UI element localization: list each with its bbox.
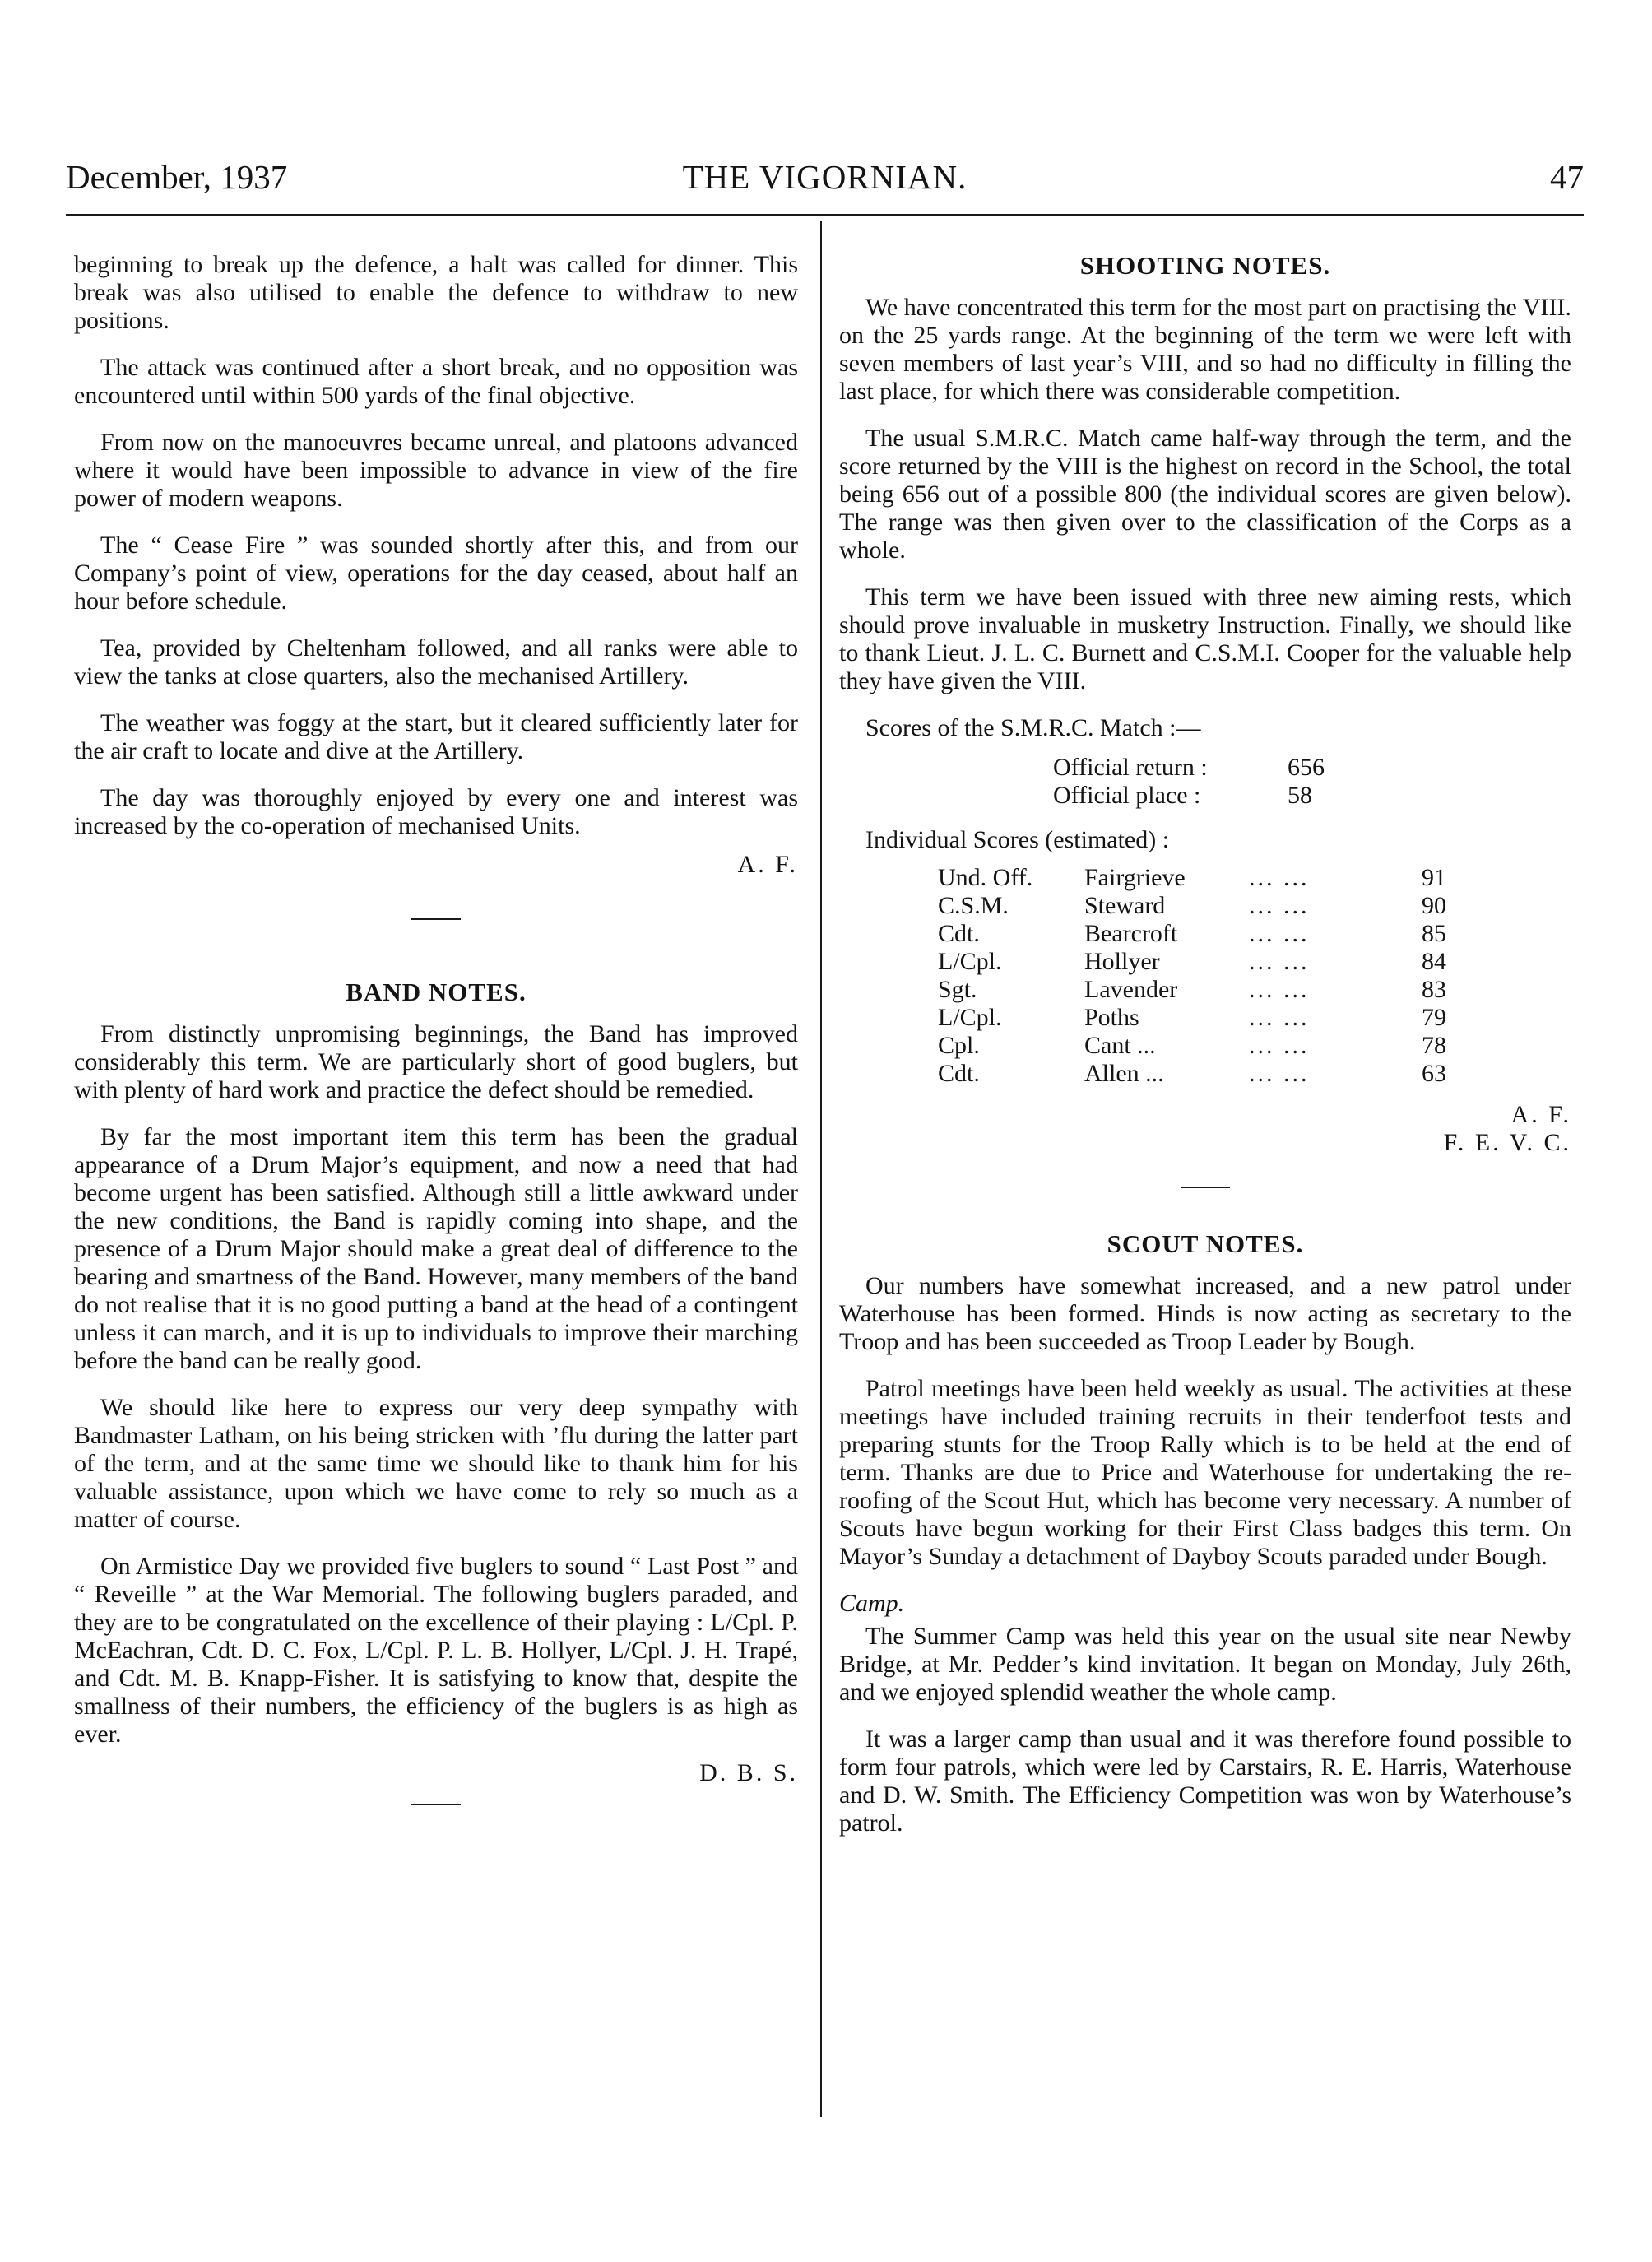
section-separator <box>1181 1187 1230 1188</box>
table-row <box>938 976 1487 1004</box>
band-notes-heading: BAND NOTES. <box>346 978 527 1006</box>
table-row <box>938 892 1487 920</box>
score-dots: ... ... <box>1249 864 1310 891</box>
score-score: 78 <box>1422 1032 1446 1059</box>
score-name: Lavender <box>1084 976 1178 1003</box>
score-name: Steward <box>1084 892 1166 919</box>
scout-notes-heading: SCOUT NOTES. <box>1107 1229 1304 1258</box>
table-row <box>938 1004 1487 1032</box>
official-row <box>1053 754 1571 782</box>
score-name: Allen ... <box>1084 1060 1164 1087</box>
section-separator <box>411 1804 461 1805</box>
paragraph: From distinctly unpromising beginnings, the Band has improved considerably this term. We are particularly short of good buglers, but with plenty of hard work and practice the defect should be remedied. <box>74 1020 798 1103</box>
score-rank: Cdt. <box>938 1060 980 1087</box>
header-title: THE VIGORNIAN. <box>682 158 968 196</box>
shooting-notes-heading: SHOOTING NOTES. <box>1079 251 1331 280</box>
official-label: Official place : <box>1053 782 1201 809</box>
section-separator <box>411 918 461 920</box>
paragraph: The weather was foggy at the start, but it cleared sufficiently later for the air craft to locate and dive at the Artillery. <box>74 709 798 764</box>
paragraph: Patrol meetings have been held weekly as usual. The activities at these meetings have included training recruits in their tenderfoot tests and preparing stunts for the Troop Rally which is to be held at the end of term. Thanks are due to Price and Waterhouse for undertaking the re-roofing of the Scout Hut, which has become very necessary. A number of Scouts have begun working for their First Class badges this term. On Mayor’s Sunday a detachment of Dayboy Scouts paraded under Bough. <box>839 1375 1571 1570</box>
page-number: 47 <box>1550 158 1584 196</box>
paragraph: The “ Cease Fire ” was sounded shortly after this, and from our Company’s point of view, operations for the day ceased, about half an hour before schedule. <box>74 532 798 615</box>
score-rank: Cpl. <box>938 1032 980 1059</box>
score-dots: ... ... <box>1249 948 1310 975</box>
score-dots: ... ... <box>1249 892 1310 919</box>
paragraph: From now on the manoeuvres became unreal, and platoons advanced where it would have been impossible to advance in view of the fire power of modern weapons. <box>74 429 798 512</box>
header-date: December, 1937 <box>66 158 288 196</box>
signature: F. E. V. C. <box>1443 1129 1571 1156</box>
paragraph: The attack was continued after a short break, and no opposition was encountered until within 500 yards of the final objective. <box>74 354 798 409</box>
paragraph: beginning to break up the defence, a halt was called for dinner. This break was also utilised to enable the defence to withdraw to new positions. <box>74 251 798 334</box>
score-score: 63 <box>1422 1060 1446 1087</box>
official-value: 656 <box>1288 754 1325 781</box>
score-score: 90 <box>1422 892 1446 919</box>
score-dots: ... ... <box>1249 1004 1310 1031</box>
score-rank: C.S.M. <box>938 892 1009 919</box>
running-header <box>66 152 1584 202</box>
score-rank: Cdt. <box>938 920 980 947</box>
paragraph: The Summer Camp was held this year on the usual site near Newby Bridge, at Mr. Pedder’s kind invitation. It began on Monday, July 26th, and we enjoyed splendid weather the whole camp. <box>839 1623 1571 1706</box>
score-dots: ... ... <box>1249 976 1310 1003</box>
table-row <box>938 948 1487 976</box>
score-rank: Und. Off. <box>938 864 1033 891</box>
score-score: 84 <box>1422 948 1446 975</box>
table-row <box>938 1060 1487 1088</box>
individual-scores-heading: Individual Scores (estimated) : <box>865 826 1170 853</box>
paragraph: It was a larger camp than usual and it was therefore found possible to form four patrols, which were led by Carstairs, R. E. Harris, Waterhouse and D. W. Smith. The Efficiency Competition was won by Waterhouse’s patrol. <box>839 1726 1571 1837</box>
score-dots: ... ... <box>1249 1060 1310 1087</box>
individual-scores-table <box>938 864 1487 1088</box>
score-dots: ... ... <box>1249 920 1310 947</box>
score-name: Bearcroft <box>1084 920 1178 947</box>
score-rank: L/Cpl. <box>938 1004 1002 1031</box>
official-value: 58 <box>1288 782 1312 809</box>
score-dots: ... ... <box>1249 1032 1310 1059</box>
score-score: 91 <box>1422 864 1446 891</box>
header-rule <box>66 214 1584 216</box>
paragraph: The usual S.M.R.C. Match came half-way through the term, and the score returned by the VIII is the highest on record in the School, the total being 656 out of a possible 800 (the individual scores are given below). The range was then given over to the classification of the Corps as a whole. <box>839 425 1571 564</box>
paragraph: We have concentrated this term for the most part on practising the VIII. on the 25 yards range. At the beginning of the term we were left with seven members of last year’s VIII, and so had no difficulty in filling the last place, for which there was considerable competition. <box>839 294 1571 405</box>
camp-subheading: Camp. <box>839 1590 905 1617</box>
score-name: Hollyer <box>1084 948 1160 975</box>
paragraph: The day was thoroughly enjoyed by every one and interest was increased by the co-operation of mechanised Units. <box>74 784 798 839</box>
signature: A. F. <box>1510 1101 1571 1128</box>
score-score: 79 <box>1422 1004 1446 1031</box>
table-row <box>938 864 1487 892</box>
signature: D. B. S. <box>699 1759 798 1786</box>
table-row <box>938 1032 1487 1060</box>
right-column <box>839 251 1571 1856</box>
paragraph: By far the most important item this term has been the gradual appearance of a Drum Major’s equipment, and now a need that had become urgent has been satisfied. Although still a little awkward under the new conditions, the Band is rapidly coming into shape, and the presence of a Drum Major should make a great deal of difference to the bearing and smartness of the Band. However, many members of the band do not realise that it is no good putting a band at the head of a contingent unless it can march, and it is up to individuals to improve their marching before the band can be really good. <box>74 1123 798 1374</box>
table-row <box>938 920 1487 948</box>
official-scores <box>1053 754 1571 810</box>
score-score: 83 <box>1422 976 1446 1003</box>
score-name: Fairgrieve <box>1084 864 1186 891</box>
score-score: 85 <box>1422 920 1446 947</box>
score-name: Poths <box>1084 1004 1139 1031</box>
scores-heading: Scores of the S.M.R.C. Match :— <box>865 714 1201 741</box>
column-divider <box>820 221 822 2117</box>
official-label: Official return : <box>1053 754 1208 781</box>
paragraph: Our numbers have somewhat increased, and a new patrol under Waterhouse has been formed. Hinds is now acting as secretary to the Troop and has been succeeded as Troop Leader by Bough. <box>839 1272 1571 1355</box>
paragraph: Tea, provided by Cheltenham followed, and all ranks were able to view the tanks at close quarters, also the mechanised Artillery. <box>74 634 798 690</box>
paragraph: On Armistice Day we provided five buglers to sound “ Last Post ” and “ Reveille ” at the War Memorial. The following buglers paraded, and they are to be congratulated on the excellence of their playing : L/Cpl. P. McEachran, Cdt. D. C. Fox, L/Cpl. P. L. B. Hollyer, L/Cpl. J. H. Trapé, and Cdt. M. B. Knapp-Fisher. It is satisfying to know that, despite the smallness of their numbers, the efficiency of the buglers is as high as ever. <box>74 1553 798 1748</box>
official-row <box>1053 782 1571 810</box>
score-rank: Sgt. <box>938 976 977 1003</box>
score-rank: L/Cpl. <box>938 948 1002 975</box>
paragraph: We should like here to express our very deep sympathy with Bandmaster Latham, on his being stricken with ’flu during the latter part of the term, and at the same time we should like to thank him for his valuable assistance, upon which we have come to rely so much as a matter of course. <box>74 1394 798 1533</box>
left-column <box>74 251 798 1863</box>
score-name: Cant ... <box>1084 1032 1156 1059</box>
paragraph: This term we have been issued with three new aiming rests, which should prove invaluable in musketry Instruction. Finally, we should like to thank Lieut. J. L. C. Burnett and C.S.M.I. Cooper for the valuable help they have given the VIII. <box>839 583 1571 694</box>
signature: A. F. <box>737 851 798 878</box>
